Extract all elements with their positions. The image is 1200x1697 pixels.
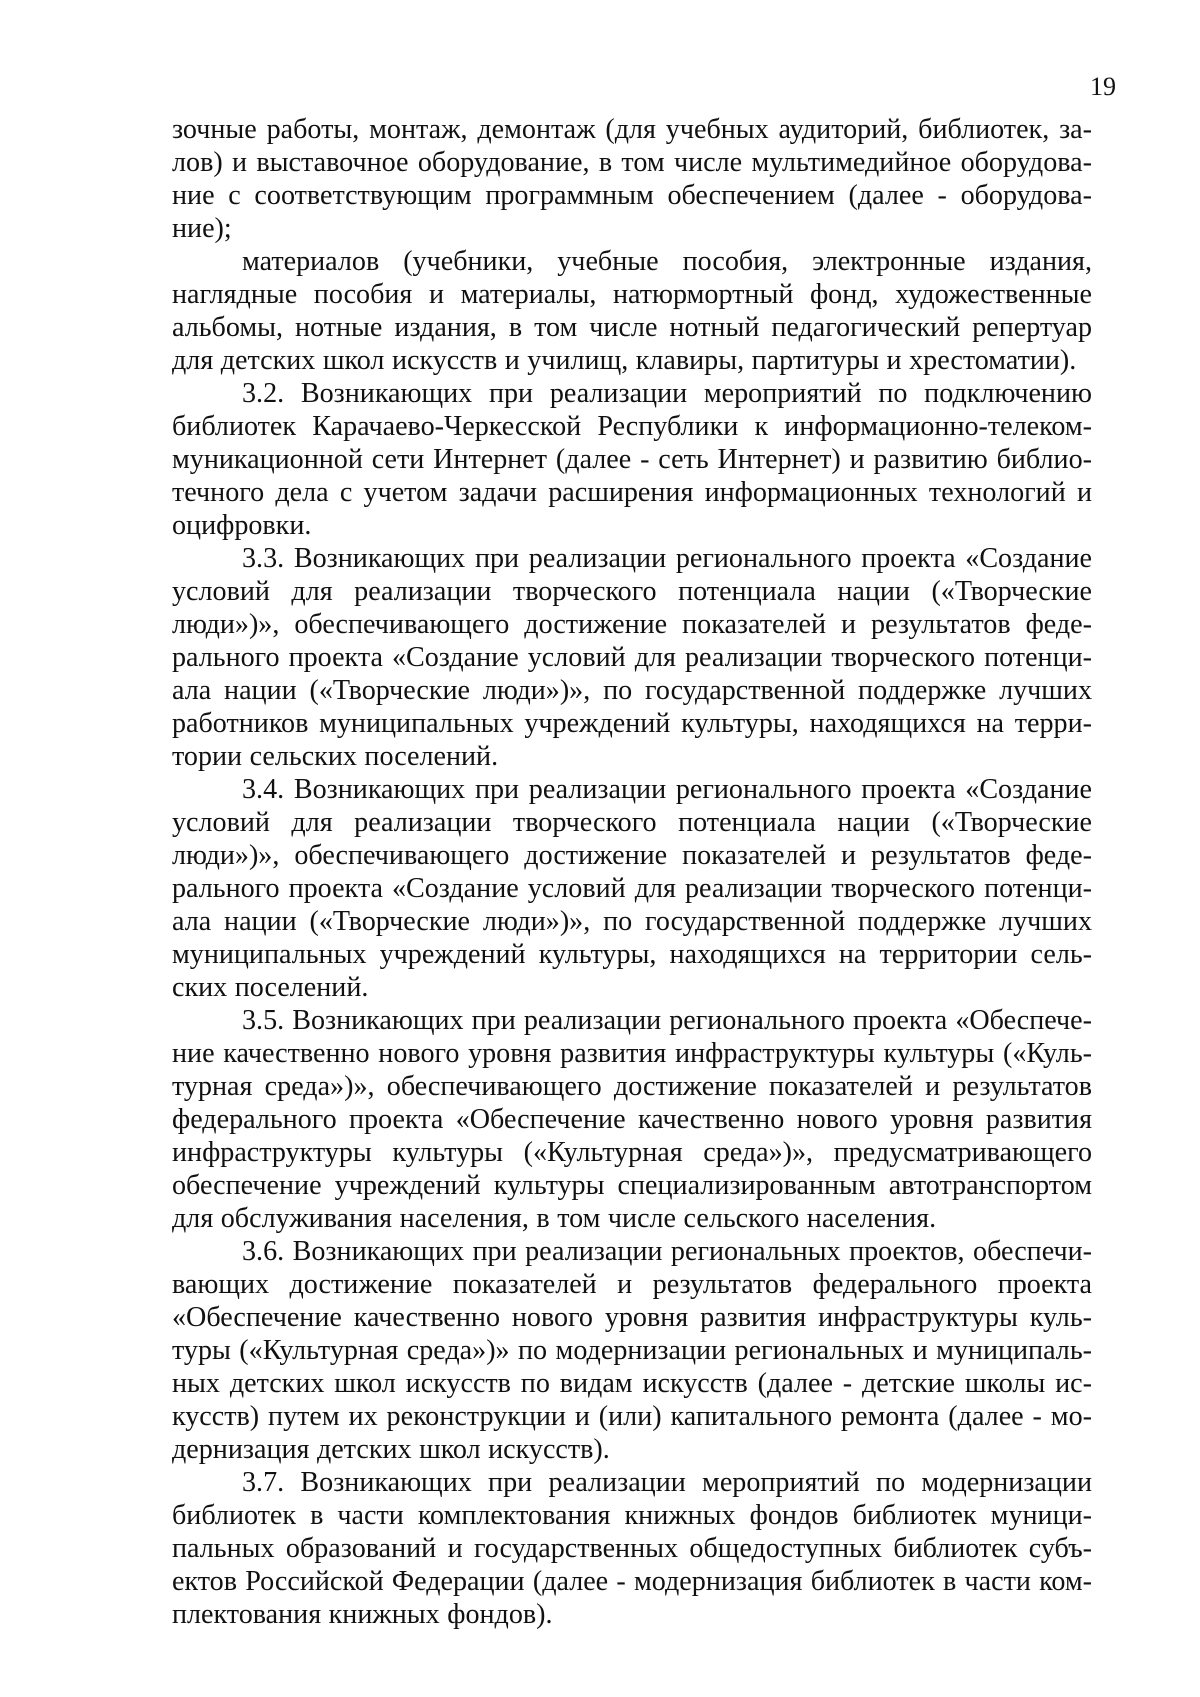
text-line: «Обеспечение качественно нового уровня развития инфраструктуры куль- — [172, 1302, 1092, 1333]
text-line: условий для реализации творческого потенциала нации («Творческие — [172, 576, 1092, 607]
text-line: для детских школ искусств и училищ, клавиры, партитуры и хрестоматии). — [172, 345, 1077, 376]
text-line: 3.2. Возникающих при реализации мероприятий по подключению — [242, 378, 1092, 409]
text-line: инфраструктуры культуры («Культурная среда»)», предусматривающего — [172, 1137, 1092, 1168]
text-line: ние); — [172, 213, 232, 244]
text-line: люди»)», обеспечивающего достижение показателей и результатов феде- — [172, 840, 1092, 871]
text-line: турная среда»)», обеспечивающего достижение показателей и результатов — [172, 1071, 1092, 1102]
text-line: наглядные пособия и материалы, натюрмортный фонд, художественные — [172, 279, 1092, 310]
text-line: муникационной сети Интернет (далее - сеть Интернет) и развитию библио- — [172, 444, 1092, 475]
text-line: альбомы, нотные издания, в том числе нотный педагогический репертуар — [172, 312, 1092, 343]
text-line: люди»)», обеспечивающего достижение показателей и результатов феде- — [172, 609, 1092, 640]
text-line: материалов (учебники, учебные пособия, электронные издания, — [242, 246, 1092, 277]
text-line: обеспечение учреждений культуры специализированным автотранспортом — [172, 1170, 1092, 1201]
text-line: работников муниципальных учреждений культуры, находящихся на терри- — [172, 708, 1092, 739]
text-line: плектования книжных фондов). — [172, 1599, 553, 1630]
text-line: 3.6. Возникающих при реализации региональных проектов, обеспечи- — [242, 1236, 1092, 1267]
text-line: пальных образований и государственных общедоступных библиотек субъ- — [172, 1533, 1092, 1564]
text-line: оцифровки. — [172, 510, 312, 541]
text-line: 3.3. Возникающих при реализации регионального проекта «Создание — [242, 543, 1092, 574]
text-line: библиотек Карачаево-Черкесской Республики к информационно-телеком- — [172, 411, 1092, 442]
text-line: тории сельских поселений. — [172, 741, 499, 772]
text-line: 3.5. Возникающих при реализации регионального проекта «Обеспече- — [242, 1005, 1092, 1036]
text-line: лов) и выставочное оборудование, в том числе мультимедийное оборудова- — [172, 147, 1092, 178]
text-line: ала нации («Творческие люди»)», по государственной поддержке лучших — [172, 906, 1092, 937]
page-number: 19 — [1090, 72, 1116, 101]
text-line: рального проекта «Создание условий для реализации творческого потенци- — [172, 642, 1092, 673]
body-text — [172, 113, 1092, 1631]
text-line: муниципальных учреждений культуры, находящихся на территории сель- — [172, 939, 1092, 970]
text-line: зочные работы, монтаж, демонтаж (для учебных аудиторий, библиотек, за- — [172, 114, 1092, 145]
text-line: дернизация детских школ искусств). — [172, 1434, 610, 1465]
text-line: федерального проекта «Обеспечение качественно нового уровня развития — [172, 1104, 1092, 1135]
text-line: туры («Культурная среда»)» по модернизации региональных и муниципаль- — [172, 1335, 1092, 1366]
text-line: библиотек в части комплектования книжных фондов библиотек муници- — [172, 1500, 1092, 1531]
text-line: условий для реализации творческого потенциала нации («Творческие — [172, 807, 1092, 838]
text-line: 3.7. Возникающих при реализации мероприятий по модернизации — [242, 1467, 1092, 1498]
text-line: течного дела с учетом задачи расширения информационных технологий и — [172, 477, 1092, 508]
text-line: ных детских школ искусств по видам искусств (далее - детские школы ис- — [172, 1368, 1092, 1399]
text-line: кусств) путем их реконструкции и (или) капитального ремонта (далее - мо- — [172, 1401, 1092, 1432]
text-line: ектов Российской Федерации (далее - модернизация библиотек в части ком- — [172, 1566, 1092, 1597]
text-line: ала нации («Творческие люди»)», по государственной поддержке лучших — [172, 675, 1092, 706]
text-line: ние качественно нового уровня развития инфраструктуры культуры («Куль- — [172, 1038, 1092, 1069]
text-line: 3.4. Возникающих при реализации регионального проекта «Создание — [242, 774, 1092, 805]
text-line: ние с соответствующим программным обеспечением (далее - оборудова- — [172, 180, 1092, 211]
text-line: для обслуживания населения, в том числе сельского населения. — [172, 1203, 937, 1234]
text-line: рального проекта «Создание условий для реализации творческого потенци- — [172, 873, 1092, 904]
text-line: ских поселений. — [172, 972, 369, 1003]
text-line: вающих достижение показателей и результатов федерального проекта — [172, 1269, 1092, 1300]
